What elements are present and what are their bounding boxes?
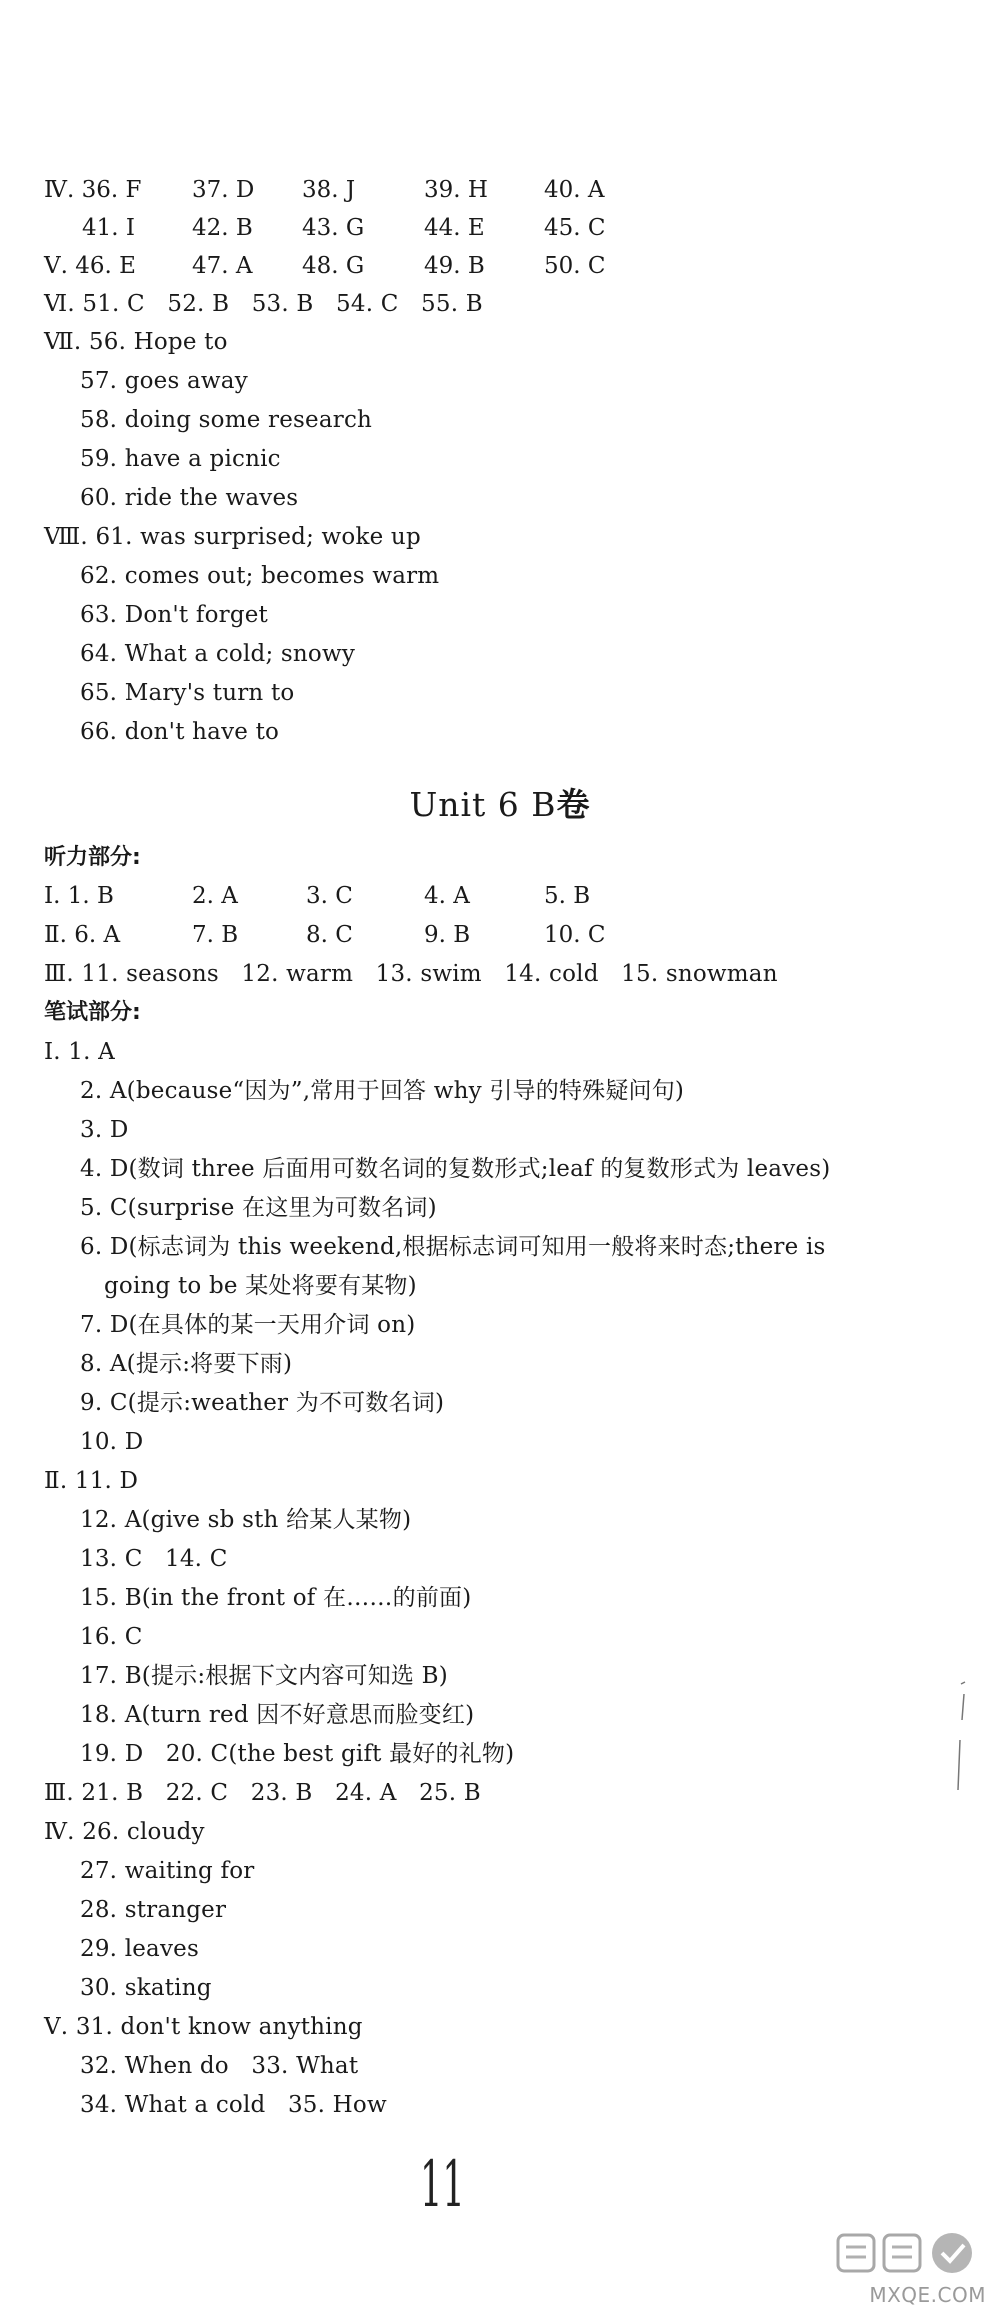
answer-item: 8. C <box>306 922 353 948</box>
answer-line: 12. A(give sb sth 给某人某物) <box>80 1507 412 1533</box>
written-heading: 笔试部分: <box>44 1000 141 1025</box>
answer-line: 28. stranger <box>80 1897 227 1923</box>
answer-item: 4. A <box>424 883 470 909</box>
answer-line: Ⅰ. 1. A <box>44 1039 115 1065</box>
answer-item: 37. D <box>192 177 255 203</box>
answer-item: Ⅰ. 1. B <box>44 883 114 909</box>
answer-item: 40. A <box>544 177 605 203</box>
answer-item: 48. G <box>302 253 365 279</box>
answer-line: Ⅷ. 61. was surprised; woke up <box>44 524 421 550</box>
answer-item: 10. C <box>544 922 606 948</box>
answer-item: 38. J <box>302 177 356 203</box>
answer-line: 65. Mary's turn to <box>80 680 295 706</box>
answer-line: 13. C 14. C <box>80 1546 228 1572</box>
answer-item: 49. B <box>424 253 485 279</box>
answer-line: 15. B(in the front of 在……的前面) <box>80 1585 472 1611</box>
answer-row-vi: Ⅵ. 51. C 52. B 53. B 54. C 55. B <box>44 291 483 317</box>
answer-line: 58. doing some research <box>80 407 373 433</box>
unit-title <box>0 785 1000 825</box>
unit-title-suffix: 卷 <box>556 785 591 824</box>
watermark <box>832 2227 992 2307</box>
answer-line: 57. goes away <box>80 368 248 394</box>
answer-item: 44. E <box>424 215 485 241</box>
answer-item: 50. C <box>544 253 606 279</box>
answer-line: 18. A(turn red 因不好意思而脸变红) <box>80 1702 475 1728</box>
answer-line: 27. waiting for <box>80 1858 255 1884</box>
answer-item: 43. G <box>302 215 365 241</box>
answer-line: Ⅳ. 26. cloudy <box>44 1819 205 1845</box>
answer-line: 59. have a picnic <box>80 446 281 472</box>
answer-line: 6. D(标志词为 this weekend,根据标志词可知用一般将来时态;there is <box>80 1234 826 1260</box>
answer-line: 5. C(surprise 在这里为可数名词) <box>80 1195 437 1221</box>
answer-line: 32. When do 33. What <box>80 2053 359 2079</box>
answer-line: Ⅴ. 31. don't know anything <box>44 2014 363 2040</box>
answer-item: 7. B <box>192 922 239 948</box>
answer-line: 63. Don't forget <box>80 602 268 628</box>
answer-item: 39. H <box>424 177 488 203</box>
answer-line: 66. don't have to <box>80 719 280 745</box>
answer-item: Ⅳ. 36. F <box>44 177 142 203</box>
watermark-logo-icon <box>832 2227 992 2279</box>
answer-item: 5. B <box>544 883 591 909</box>
answer-line: 2. A(because“因为”,常用于回答 why 引导的特殊疑问句) <box>80 1078 685 1104</box>
answer-item: 42. B <box>192 215 253 241</box>
answer-item: Ⅱ. 6. A <box>44 922 121 948</box>
answer-line: 62. comes out; becomes warm <box>80 563 440 589</box>
answer-line-continued: going to be 某处将要有某物) <box>104 1273 417 1299</box>
answer-line: 8. A(提示:将要下雨) <box>80 1351 293 1377</box>
answer-item: 45. C <box>544 215 606 241</box>
answer-line: Ⅱ. 11. D <box>44 1468 139 1494</box>
listening-row-3: Ⅲ. 11. seasons 12. warm 13. swim 14. cold 15. snowman <box>44 961 778 987</box>
watermark-url: MXQE.COM <box>869 2283 986 2307</box>
answer-item: 2. A <box>192 883 238 909</box>
answer-line: 34. What a cold 35. How <box>80 2092 387 2118</box>
answer-line: 10. D <box>80 1429 144 1455</box>
answer-item: 41. I <box>82 215 135 241</box>
margin-mark <box>955 1680 975 1800</box>
answer-line: 16. C <box>80 1624 143 1650</box>
unit-title-text: Unit 6 B <box>409 785 557 824</box>
answer-line: 64. What a cold; snowy <box>80 641 356 667</box>
answer-line: 9. C(提示:weather 为不可数名词) <box>80 1390 445 1416</box>
answer-item: Ⅴ. 46. E <box>44 253 136 279</box>
answer-line: 3. D <box>80 1117 129 1143</box>
answer-item: 9. B <box>424 922 471 948</box>
page-number: 11 <box>420 2148 465 2222</box>
answer-item: 47. A <box>192 253 253 279</box>
answer-line: 30. skating <box>80 1975 212 2001</box>
answer-line: Ⅲ. 21. B 22. C 23. B 24. A 25. B <box>44 1780 481 1806</box>
answer-line: 60. ride the waves <box>80 485 299 511</box>
answer-line: 17. B(提示:根据下文内容可知选 B) <box>80 1663 448 1689</box>
answer-line: 7. D(在具体的某一天用介词 on) <box>80 1312 416 1338</box>
answer-line: 4. D(数词 three 后面用可数名词的复数形式;leaf 的复数形式为 leaves) <box>80 1156 831 1182</box>
answer-line: Ⅶ. 56. Hope to <box>44 329 228 355</box>
listening-heading: 听力部分: <box>44 845 141 870</box>
answer-item: 3. C <box>306 883 353 909</box>
answer-line: 29. leaves <box>80 1936 199 1962</box>
answer-line: 19. D 20. C(the best gift 最好的礼物) <box>80 1741 515 1767</box>
